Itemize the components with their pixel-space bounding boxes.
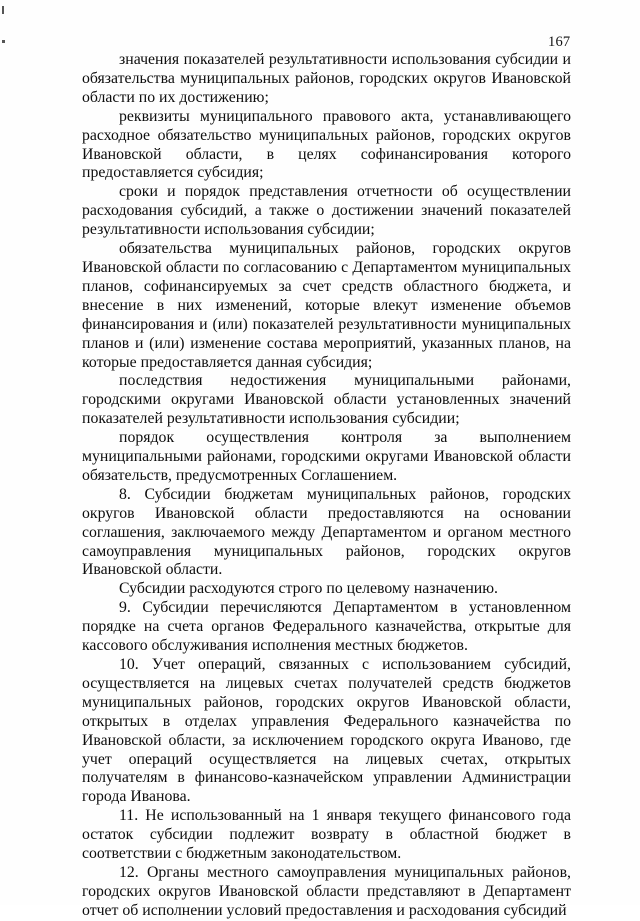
paragraph-municipal-obligations: обязательства муниципальных районов, городских округов Ивановской области по согласованию с Департаментом муниципальных планов, софинансируемых за счет средств областного бюджета, и внесение в них изменений, которые влекут изменение объемов финансирования и (или) показателей результативности муниципальных планов и (или) изменение состава мероприятий, указанных планов, на которые предоставляется данная субсидия; bbox=[82, 240, 571, 371]
paragraph-item-10: 10. Учет операций, связанных с использованием субсидий, осуществляется на лицевых счетах получателей средств бюджетов муниципальных районов, городских округов Ивановской области, открытых в отделах управления Федерального казначейства по Ивановской области, за исключением городского округа Иваново, где учет операций осуществляется на лицевых счетах, открытых получателям в финансово-казначейском управлении Администрации города Иванова. bbox=[82, 656, 571, 806]
paragraph-item-9: 9. Субсидии перечисляются Департаментом в установленном порядке на счета органов Федерального казначейства, открытые для кассового обслуживания исполнения местных бюджетов. bbox=[82, 599, 571, 655]
scan-edge-dot bbox=[2, 40, 5, 43]
paragraph-reporting-terms: сроки и порядок представления отчетности об осуществлении расходования субсидий, а также о достижении значений показателей результативности использования субсидии; bbox=[82, 183, 571, 239]
paragraph-item-12: 12. Органы местного самоуправления муниципальных районов, городских округов Ивановской области представляют в Департамент отчет об исполнении условий предоставления и расходования субсидий bbox=[82, 863, 571, 919]
paragraph-control-procedure: порядок осуществления контроля за выполнением муниципальными районами, городскими округами Ивановской области обязательств, предусмотренных Соглашением. bbox=[82, 429, 571, 484]
paragraph-item-8: 8. Субсидии бюджетам муниципальных районов, городских округов Ивановской области предоставляются на основании соглашения, заключаемого между Департаментом и органом местного самоуправления муниципальных районов, городских округов Ивановской области. bbox=[82, 485, 571, 579]
document-body bbox=[82, 51, 571, 921]
paragraph-target-use: Субсидии расходуются строго по целевому назначению. bbox=[119, 580, 498, 598]
paragraph-item-11: 11. Не использованный на 1 января текущего финансового года остаток субсидии подлежит возврату в областной бюджет в соответствии с бюджетным законодательством. bbox=[82, 807, 571, 863]
paragraph-legal-act-details: реквизиты муниципального правового акта, устанавливающего расходное обязательство муниципальных районов, городских округов Ивановской области, в целях софинансирования которого предоставляется субсидия; bbox=[82, 107, 571, 182]
page-number: 167 bbox=[548, 34, 571, 50]
scan-edge-mark bbox=[2, 6, 4, 14]
paragraph-indicators: значения показателей результативности использования субсидии и обязательства муниципальных районов, городских округов Ивановской области по их достижению; bbox=[82, 51, 571, 106]
paragraph-consequences: последствия недостижения муниципальными районами, городскими округами Ивановской области установленных значений показателей результативности использования субсидии; bbox=[82, 372, 571, 428]
